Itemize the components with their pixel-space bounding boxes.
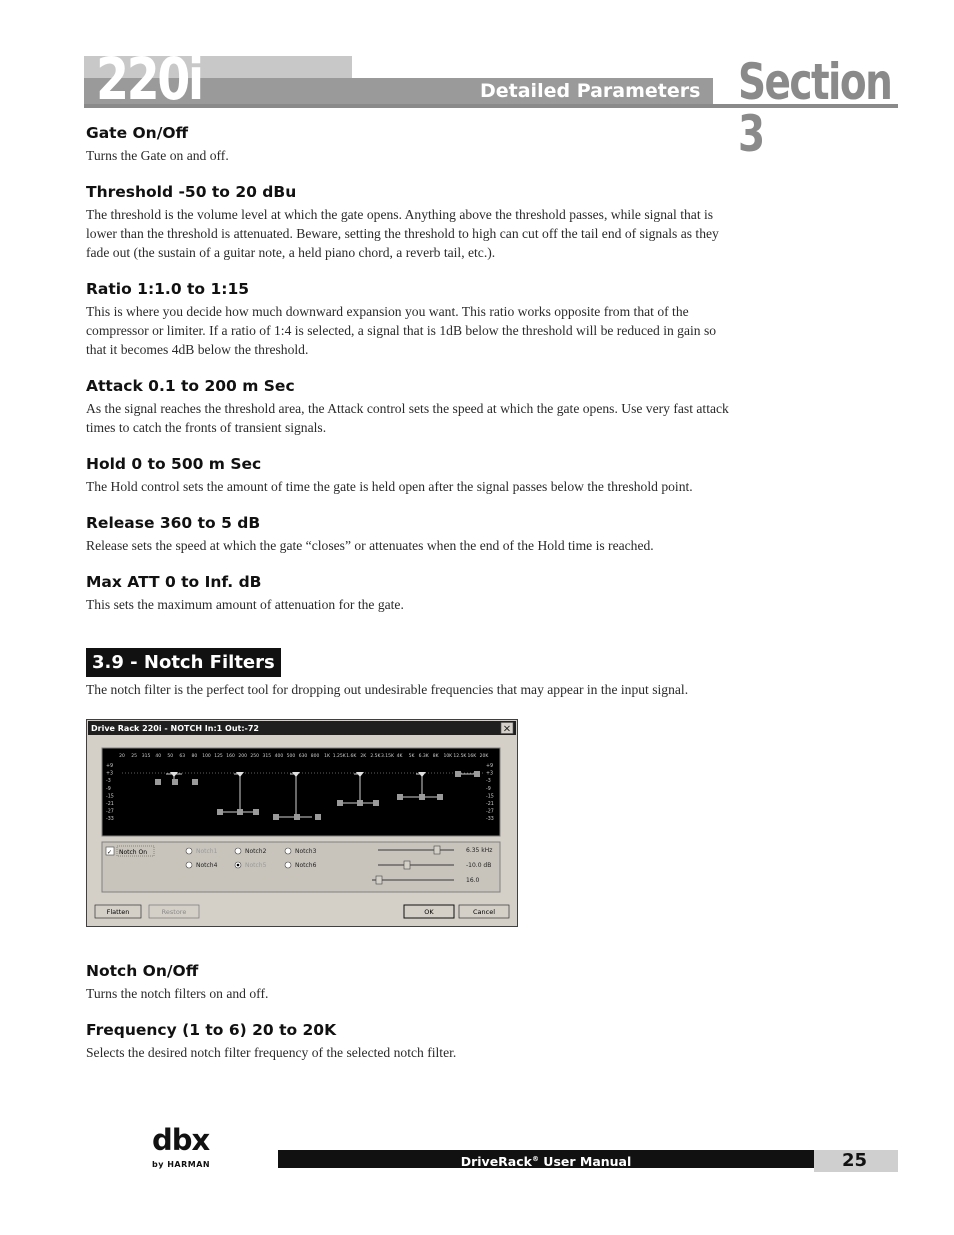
param-gate-onoff <box>86 122 736 165</box>
manual-title: DriveRack <box>460 1154 532 1170</box>
close-icon: × <box>502 723 512 735</box>
flatten-label: Flatten <box>106 908 130 916</box>
freq-tick-label: 40 <box>155 754 162 759</box>
freq-tick-label: 630 <box>298 754 308 759</box>
db-tick-label: -21 <box>486 802 494 807</box>
radio-notch6[interactable] <box>285 862 291 868</box>
freq-tick-label: 4K <box>396 754 403 759</box>
param-heading: Threshold -50 to 20 dBu <box>86 183 297 201</box>
freq-tick-label: 400 <box>274 754 284 759</box>
param-heading: Max ATT 0 to Inf. dB <box>86 573 262 591</box>
dialog-title: Drive Rack 220i - NOTCH In:1 Out:-72 <box>91 724 259 733</box>
freq-tick-label: 20K <box>479 754 489 759</box>
q-slider-thumb[interactable] <box>376 876 382 884</box>
db-tick-label: -15 <box>106 794 114 800</box>
freq-tick-label: 12.5K <box>453 754 467 759</box>
freq-tick-label: 1.6K <box>346 754 357 759</box>
radio-notch4-label: Notch4 <box>196 862 218 869</box>
db-tick-label: -9 <box>106 786 111 792</box>
radio-notch1[interactable] <box>186 848 192 854</box>
q-readout: 16.0 <box>466 877 480 884</box>
param-text: As the signal reaches the threshold area, the Attack control sets the speed at which the gate opens. Use very fast attack times to catch the fronts of transient signals. <box>86 401 729 435</box>
param-text: This sets the maximum amount of attenuation for the gate. <box>86 597 404 612</box>
db-tick-label: -3 <box>486 779 491 785</box>
radio-notch2[interactable] <box>235 848 241 854</box>
freq-tick-label: 2.5K <box>370 754 381 759</box>
section-number: Section 3 <box>738 53 892 163</box>
param-hold <box>86 453 736 496</box>
freq-tick-label: 80 <box>191 754 198 759</box>
freq-tick-label: 2K <box>360 754 367 759</box>
freq-tick-label: 5K <box>408 754 415 759</box>
db-tick-label: +3 <box>486 771 494 777</box>
freq-tick-label: 3.15K <box>381 754 394 759</box>
registered-mark: ® <box>531 1155 539 1163</box>
db-tick-label: -27 <box>106 809 114 815</box>
page-content <box>86 122 736 1078</box>
param-heading: Ratio 1:1.0 to 1:15 <box>86 280 250 298</box>
header-title: Detailed Parameters <box>480 80 701 102</box>
db-tick-label: -21 <box>106 802 114 807</box>
radio-notch6-label: Notch6 <box>295 862 317 869</box>
db-tick-label: -15 <box>486 794 494 800</box>
freq-tick-label: 315 <box>262 754 272 759</box>
radio-notch2-label: Notch2 <box>245 848 267 855</box>
param-ratio <box>86 278 736 359</box>
param-heading: Release 360 to 5 dB <box>86 514 261 532</box>
freq-tick-label: 10K <box>443 754 453 759</box>
freq-tick-label: 800 <box>310 754 320 759</box>
db-tick-label: -27 <box>486 809 494 815</box>
param-text: The Hold control sets the amount of time the gate is held open after the signal passes below the threshold point. <box>86 479 693 494</box>
freq-tick-label: 50 <box>167 754 174 759</box>
freq-tick-label: 1K <box>324 754 331 759</box>
freq-tick-label: 160 <box>226 754 235 759</box>
restore-label: Restore <box>161 908 187 916</box>
dbx-logo: dbx <box>152 1123 210 1157</box>
db-tick-label: -33 <box>486 817 494 823</box>
freq-tick-label: 6.3K <box>418 754 429 759</box>
footer-bar <box>278 1150 814 1168</box>
manual-suffix: User Manual <box>538 1154 632 1170</box>
section-heading: 3.9 - Notch Filters <box>86 648 281 677</box>
radio-selected-dot <box>237 864 240 867</box>
notch-on-label: Notch On <box>119 849 148 856</box>
param-heading: Gate On/Off <box>86 124 189 142</box>
freq-tick-label: 25 <box>131 754 137 759</box>
harman-logo: by HARMAN <box>152 1160 211 1169</box>
eq-display[interactable] <box>102 748 500 836</box>
freq-tick-label: 250 <box>250 754 259 759</box>
db-tick-label: +9 <box>486 764 494 769</box>
param-text: Turns the notch filters on and off. <box>86 986 269 1001</box>
param-heading: Attack 0.1 to 200 m Sec <box>86 377 295 395</box>
freq-tick-label: 20 <box>119 754 125 759</box>
param-release <box>86 512 736 555</box>
radio-notch1-label: Notch1 <box>196 848 218 855</box>
freq-tick-label: 100 <box>202 754 211 759</box>
param-threshold <box>86 181 736 262</box>
param-max-att <box>86 571 736 614</box>
notch-dialog <box>86 719 518 927</box>
db-tick-label: -3 <box>106 779 111 785</box>
param-heading: Hold 0 to 500 m Sec <box>86 455 262 473</box>
notch-dialog-screenshot <box>86 719 736 932</box>
freq-tick-label: 8K <box>432 754 439 759</box>
freq-readout: 6.35 kHz <box>466 847 493 854</box>
radio-notch4[interactable] <box>186 862 192 868</box>
freq-tick-label: 315 <box>141 754 151 759</box>
freq-tick-label: 500 <box>286 754 296 759</box>
ok-label: OK <box>424 908 434 916</box>
db-tick-label: +3 <box>106 771 114 777</box>
page-number: 25 <box>814 1150 898 1172</box>
freq-slider-thumb[interactable] <box>434 846 440 854</box>
section-intro: The notch filter is the perfect tool for dropping out undesirable frequencies that may appear in the input signal. <box>86 682 689 697</box>
freq-tick-label: 200 <box>238 754 247 759</box>
param-attack <box>86 375 736 437</box>
param-text: The threshold is the volume level at which the gate opens. Anything above the threshold passes, while signal that is lower than the threshold is attenuated. Beware, setting the threshold to high can cut off the tail end of signals as they fade out (the sustain of a guitar note, a held piano chord, a reverb tail, etc.). <box>86 207 719 260</box>
freq-tick-label: 16K <box>467 754 477 759</box>
db-tick-label: -9 <box>486 786 491 792</box>
param-frequency <box>86 1019 736 1062</box>
param-notch-onoff <box>86 960 736 1003</box>
level-slider-thumb[interactable] <box>404 861 410 869</box>
freq-tick-label: 125 <box>214 754 223 759</box>
check-icon: ✓ <box>107 849 113 856</box>
db-tick-label: -33 <box>106 817 114 823</box>
model-name: 220i <box>96 45 202 113</box>
param-text: This is where you decide how much downward expansion you want. This ratio works opposite from that of the compressor or limiter. If a ratio of 1:4 is selected, a signal that is 1dB below the threshold will be reduced in gain so that it becomes 4dB below the threshold. <box>86 304 717 357</box>
param-text: Turns the Gate on and off. <box>86 148 229 163</box>
level-readout: -10.0 dB <box>466 862 492 869</box>
radio-notch5-label: Notch5 <box>245 862 267 869</box>
radio-notch3[interactable] <box>285 848 291 854</box>
param-heading: Frequency (1 to 6) 20 to 20K <box>86 1021 337 1039</box>
param-text: Selects the desired notch filter frequency of the selected notch filter. <box>86 1045 457 1060</box>
param-heading: Notch On/Off <box>86 962 199 980</box>
param-text: Release sets the speed at which the gate “closes” or attenuates when the end of the Hold time is reached. <box>86 538 654 553</box>
radio-notch3-label: Notch3 <box>295 848 317 855</box>
db-tick-label: +9 <box>106 764 114 769</box>
freq-tick-label: 1.25K <box>332 754 346 759</box>
cancel-label: Cancel <box>472 908 496 916</box>
freq-tick-label: 63 <box>179 754 186 759</box>
